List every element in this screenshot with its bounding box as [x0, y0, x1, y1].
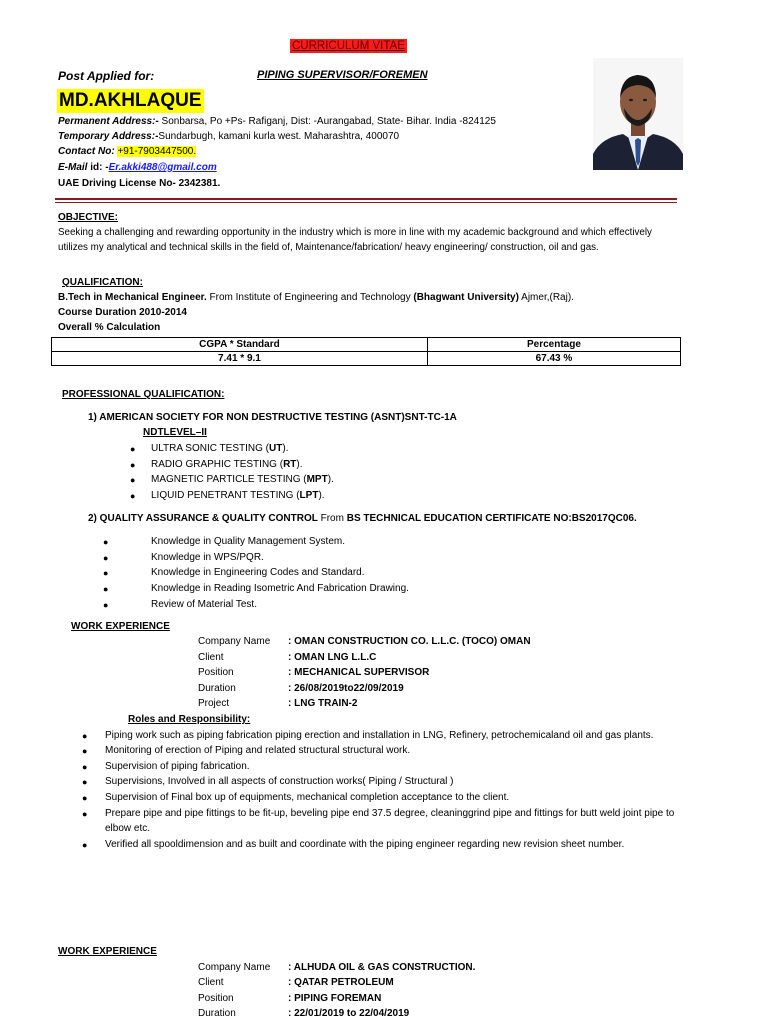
ndt-item-abbr: RT — [283, 459, 297, 470]
header-divider-bottom — [55, 202, 677, 203]
degree-institute: From Institute of Engineering and Technology — [206, 292, 414, 303]
degree-location: Ajmer,(Raj). — [518, 292, 574, 303]
role-item: Piping work such as piping fabrication piping erection and installation in LNG, Refinery, petrochemicaland oil and gas plants. — [105, 730, 654, 741]
bullet-icon: ● — [82, 731, 88, 741]
permanent-address — [58, 116, 496, 127]
ndt-item-text: MAGNETIC PARTICLE TESTING ( — [151, 474, 307, 485]
overall-calculation: Overall % Calculation — [58, 322, 161, 333]
bullet-icon: ● — [82, 746, 88, 756]
candidate-name: MD.AKHLAQUE — [59, 90, 202, 111]
bullet-icon: ● — [103, 568, 109, 578]
grade-table-header-percentage: Percentage — [427, 338, 680, 352]
ndt-item-abbr: MPT — [306, 474, 328, 485]
role-item: Supervision of piping fabrication. — [105, 761, 250, 772]
work2-value-position: : PIPING FOREMAN — [288, 993, 382, 1004]
work1-value-duration: : 26/08/2019to22/09/2019 — [288, 683, 404, 694]
role-item: Prepare pipe and pipe fittings to be fit-up, beveling pipe end 37.5 degree, cleaninggrind pipe and fittings for butt weld joint pipe to — [105, 808, 675, 819]
roles-heading: Roles and Responsibility: — [128, 714, 251, 725]
role-item: Supervision of Final box up of equipments, mechanical completion acceptance to the client. — [105, 792, 510, 803]
work1-value-project: : LNG TRAIN-2 — [288, 698, 358, 709]
temporary-address-label: Temporary Address:- — [58, 131, 159, 142]
work1-value-company: : OMAN CONSTRUCTION CO. L.L.C. (TOCO) OMAN — [288, 636, 531, 647]
work1-label-duration: Duration — [198, 683, 236, 694]
permanent-address-label: Permanent Address:- — [58, 116, 159, 127]
bullet-icon: ● — [130, 475, 136, 485]
cv-title: CURRICULUM VITAE — [292, 40, 405, 52]
work-experience-heading-2: WORK EXPERIENCE — [58, 946, 157, 957]
work1-label-company: Company Name — [198, 636, 271, 647]
temporary-address — [58, 131, 399, 142]
objective-line-2: utilizes my analytical and technical skills in the field of, Maintenance/fabrication/ heavy engineering/ construction, oil and gas. — [58, 242, 599, 253]
objective-heading: OBJECTIVE: — [58, 212, 119, 223]
degree-title: B.Tech in Mechanical Engineer. — [58, 292, 207, 303]
work2-value-duration: : 22/01/2019 to 22/04/2019 — [288, 1008, 410, 1019]
work1-label-project: Project — [198, 698, 230, 709]
bullet-icon: ● — [103, 537, 109, 547]
degree-line — [58, 292, 574, 303]
ndt-item — [151, 459, 303, 470]
contact-value: +91-7903447500. — [117, 146, 197, 157]
bullet-icon: ● — [130, 491, 136, 501]
email-id-label: id: - — [87, 162, 109, 173]
ndt-item-end: ). — [282, 443, 289, 454]
bullet-icon: ● — [82, 762, 88, 772]
asnt-title: 1) AMERICAN SOCIETY FOR NON DESTRUCTIVE TESTING (ASNT)SNT-TC-1A — [88, 412, 457, 423]
ndt-item — [151, 490, 325, 501]
ndt-item-end: ). — [318, 490, 325, 501]
work2-label-client: Client — [198, 977, 224, 988]
email-label: E-Mail — [58, 162, 88, 173]
ndt-item-end: ). — [296, 459, 303, 470]
ndt-item-text: RADIO GRAPHIC TESTING ( — [151, 459, 284, 470]
qa-item: Knowledge in WPS/PQR. — [151, 552, 264, 563]
header-divider-top — [55, 198, 677, 200]
work2-label-company: Company Name — [198, 962, 271, 973]
grade-table-cgpa-value: 7.41 * 9.1 — [52, 352, 428, 366]
ndt-item-text: LIQUID PENETRANT TESTING ( — [151, 490, 300, 501]
temporary-address-value: Sundarbugh, kamani kurla west. Maharashtra, 400070 — [158, 131, 400, 142]
bullet-icon: ● — [103, 584, 109, 594]
ndt-item-end: ). — [327, 474, 334, 485]
grade-table-value-row — [52, 352, 681, 366]
profile-photo — [593, 58, 683, 170]
work2-value-client: : QATAR PETROLEUM — [288, 977, 394, 988]
contact-label: Contact No: — [58, 146, 115, 157]
qa-certificate: BS TECHNICAL EDUCATION CERTIFICATE NO:BS2017QC06. — [346, 513, 637, 524]
email-line — [58, 162, 217, 173]
qa-title-line — [88, 513, 637, 524]
ndt-level: NDTLEVEL–II — [143, 427, 207, 438]
qa-item: Review of Material Test. — [151, 599, 257, 610]
work-experience-heading: WORK EXPERIENCE — [71, 621, 170, 632]
role-item: Verified all spooldimension and as built and coordinate with the piping engineer regarding new revision sheet number. — [105, 839, 625, 850]
bullet-icon: ● — [82, 793, 88, 803]
work2-value-company: : ALHUDA OIL & GAS CONSTRUCTION. — [288, 962, 476, 973]
contact-number — [58, 146, 196, 157]
bullet-icon: ● — [103, 600, 109, 610]
qualification-heading: QUALIFICATION: — [62, 277, 143, 288]
grade-table-percentage-value: 67.43 % — [427, 352, 680, 366]
grade-table-header-cgpa: CGPA * Standard — [52, 338, 428, 352]
work1-label-client: Client — [198, 652, 224, 663]
bullet-icon: ● — [82, 809, 88, 819]
qa-item: Knowledge in Reading Isometric And Fabrication Drawing. — [151, 583, 409, 594]
ndt-item — [151, 474, 334, 485]
work2-label-position: Position — [198, 993, 234, 1004]
objective-line-1: Seeking a challenging and rewarding opportunity in the industry which is more in line with my academic background and which effectively — [58, 227, 652, 238]
bullet-icon: ● — [130, 460, 136, 470]
qa-item: Knowledge in Engineering Codes and Standard. — [151, 567, 365, 578]
driving-license: UAE Driving License No- 2342381. — [58, 178, 221, 189]
bullet-icon: ● — [103, 553, 109, 563]
qa-from: From — [317, 513, 347, 524]
bullet-icon: ● — [82, 777, 88, 787]
bullet-icon: ● — [130, 444, 136, 454]
ndt-item-text: ULTRA SONIC TESTING ( — [151, 443, 269, 454]
post-applied-label: Post Applied for: — [58, 69, 155, 83]
qa-title: 2) QUALITY ASSURANCE & QUALITY CONTROL — [88, 513, 318, 524]
role-item-continuation: elbow etc. — [105, 823, 151, 834]
work1-value-position: : MECHANICAL SUPERVISOR — [288, 667, 430, 678]
work1-value-client: : OMAN LNG L.L.C — [288, 652, 377, 663]
role-item: Supervisions, Involved in all aspects of construction works( Piping / Structural ) — [105, 776, 454, 787]
work1-label-position: Position — [198, 667, 234, 678]
bullet-icon: ● — [82, 840, 88, 850]
degree-university: (Bhagwant University) — [413, 292, 519, 303]
ndt-item-abbr: UT — [268, 443, 283, 454]
grade-table — [51, 337, 681, 366]
professional-heading: PROFESSIONAL QUALIFICATION: — [62, 389, 225, 400]
post-applied-value: PIPING SUPERVISOR/FOREMEN — [257, 69, 428, 81]
ndt-item-abbr: LPT — [299, 490, 319, 501]
work2-label-duration: Duration — [198, 1008, 236, 1019]
ndt-item — [151, 443, 288, 454]
permanent-address-value: Sonbarsa, Po +Ps- Rafiganj, Dist: -Aurangabad, State- Bihar. India -824125 — [158, 116, 496, 127]
email-link[interactable]: Er.akki488@gmail.com — [108, 162, 217, 173]
course-duration: Course Duration 2010-2014 — [58, 307, 187, 318]
grade-table-header-row — [52, 338, 681, 352]
qa-item: Knowledge in Quality Management System. — [151, 536, 345, 547]
role-item: Monitoring of erection of Piping and related structural structural work. — [105, 745, 411, 756]
